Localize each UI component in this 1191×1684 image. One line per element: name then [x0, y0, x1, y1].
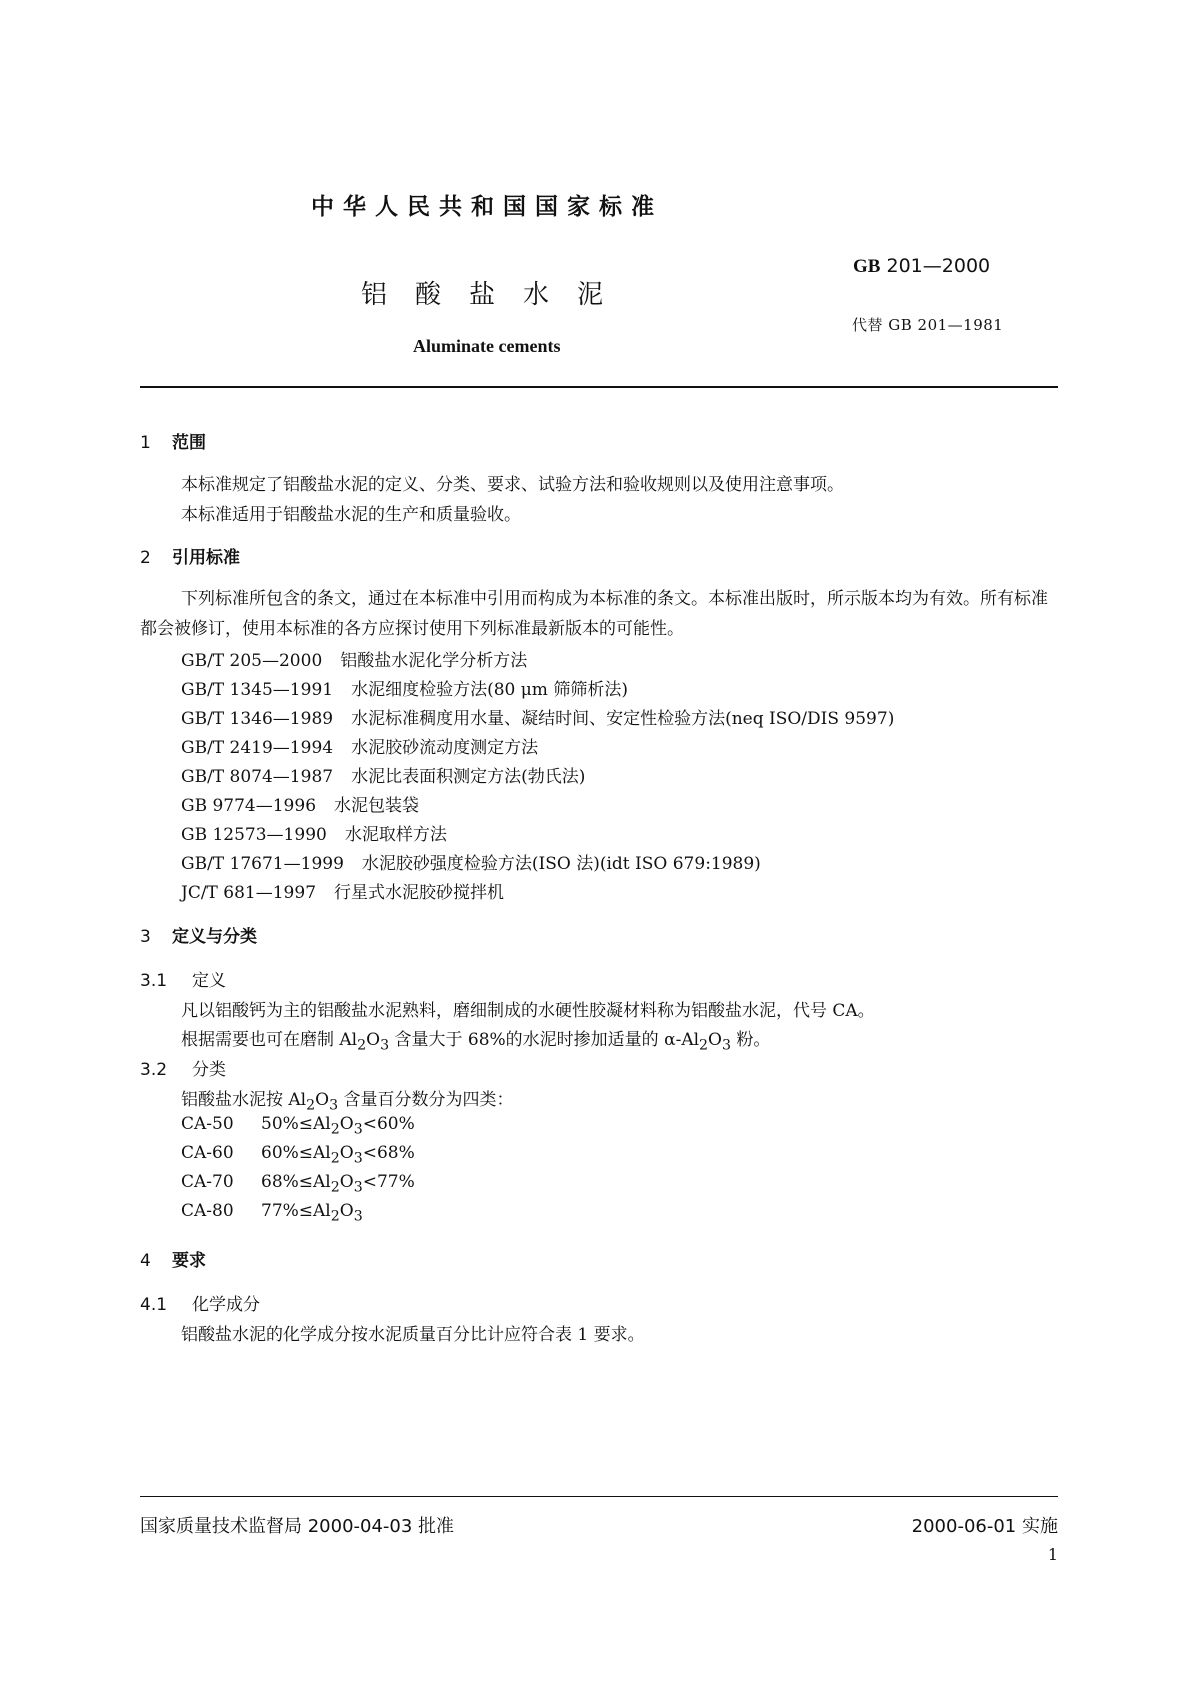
section-3-heading	[140, 922, 257, 947]
text-run: O	[366, 1030, 381, 1050]
subscript: 3	[380, 1037, 390, 1054]
class-item	[181, 1114, 415, 1137]
standard-number-value: 201—2000	[886, 255, 991, 277]
class-range-high: <68%	[362, 1143, 415, 1163]
subscript: 2	[330, 1179, 340, 1196]
reference-title: 铝酸盐水泥化学分析方法	[340, 651, 528, 671]
text-run: O	[339, 1143, 354, 1163]
reference-title: 水泥胶砂强度检验方法(ISO 法)(idt ISO 679:1989)	[361, 854, 761, 874]
class-range-low: 68%≤Al	[261, 1172, 331, 1192]
subscript: 3	[353, 1208, 363, 1225]
reference-code: JC/T 681—1997	[181, 883, 317, 903]
reference-title: 水泥胶砂流动度测定方法	[351, 738, 539, 758]
class-code: CA-60	[181, 1143, 234, 1163]
subscript: 2	[306, 1097, 316, 1114]
effective-date: 2000-06-01 实施	[911, 1516, 1058, 1537]
section-4-heading	[140, 1246, 206, 1271]
text-run: O	[339, 1201, 354, 1221]
subscript: 3	[329, 1097, 339, 1114]
section-title: 要求	[172, 1251, 206, 1271]
section-number: 2	[140, 548, 151, 568]
reference-item	[181, 704, 894, 729]
reference-title: 水泥标准稠度用水量、凝结时间、安定性检验方法(neq ISO/DIS 9597)	[351, 709, 895, 729]
text-run: O	[708, 1030, 722, 1050]
subsection-title: 分类	[192, 1060, 226, 1080]
subsection-number: 3.2	[140, 1060, 168, 1080]
reference-title: 行星式水泥胶砂搅拌机	[334, 883, 505, 903]
section-number: 1	[140, 433, 151, 453]
reference-code: GB/T 205—2000	[181, 651, 323, 671]
text-run: O	[339, 1172, 354, 1192]
class-code: CA-70	[181, 1172, 234, 1192]
reference-item	[181, 675, 628, 700]
paragraph: 铝酸盐水泥的化学成分按水泥质量百分比计应符合表 1 要求。	[181, 1325, 645, 1345]
reference-item	[181, 762, 585, 787]
class-range-high: <77%	[362, 1172, 415, 1192]
subscript: 2	[699, 1037, 709, 1054]
section-title: 定义与分类	[172, 927, 257, 947]
section-number: 4	[140, 1251, 151, 1271]
subsection-3-2-heading	[140, 1055, 226, 1080]
reference-item	[181, 849, 761, 874]
class-range-low: 60%≤Al	[261, 1143, 331, 1163]
subscript: 3	[353, 1150, 363, 1167]
class-item	[181, 1172, 415, 1195]
subscript: 2	[330, 1208, 340, 1225]
subscript: 2	[330, 1150, 340, 1167]
text-run: O	[339, 1114, 354, 1134]
section-number: 3	[140, 927, 151, 947]
class-range-low: 77%≤Al	[261, 1201, 331, 1221]
subscript: 3	[353, 1121, 363, 1138]
class-item	[181, 1143, 415, 1166]
subsection-title: 化学成分	[192, 1295, 260, 1315]
paragraph: 凡以铝酸钙为主的铝酸盐水泥熟料，磨细制成的水硬性胶凝材料称为铝酸盐水泥，代号 CA。	[181, 1001, 875, 1021]
standard-number	[853, 255, 990, 278]
section-1-heading	[140, 428, 206, 453]
reference-title: 水泥比表面积测定方法(勃氏法)	[351, 767, 586, 787]
text-run: O	[315, 1090, 330, 1110]
paragraph: 本标准规定了铝酸盐水泥的定义、分类、要求、试验方法和验收规则以及使用注意事项。	[181, 475, 844, 495]
paragraph	[181, 1025, 770, 1053]
reference-title: 水泥细度检验方法(80 μm 筛筛析法)	[351, 680, 628, 700]
class-code: CA-50	[181, 1114, 234, 1134]
reference-item	[181, 733, 538, 758]
text-run: 含量大于 68%的水泥时掺加适量的 α-Al	[389, 1030, 700, 1050]
page-number: 1	[1047, 1545, 1058, 1564]
subsection-4-1-heading	[140, 1290, 260, 1315]
section-2-heading	[140, 543, 240, 568]
reference-code: GB/T 2419—1994	[181, 738, 334, 758]
replaces-standard: 代替 GB 201—1981	[852, 316, 1004, 334]
reference-item	[181, 646, 527, 671]
paragraph: 下列标准所包含的条文，通过在本标准中引用而构成为本标准的条文。本标准出版时，所示版本均为有效。所有标准都会被修订，使用本标准的各方应探讨使用下列标准最新版本的可能性。	[140, 589, 1048, 639]
reference-code: GB/T 1345—1991	[181, 680, 334, 700]
subscript: 3	[721, 1037, 731, 1054]
text-run: 含量百分数分为四类：	[338, 1090, 514, 1110]
subsection-number: 3.1	[140, 971, 168, 991]
document-title: 铝酸盐水泥	[361, 280, 632, 310]
subsection-title: 定义	[192, 971, 226, 991]
standard-prefix: GB	[853, 256, 881, 277]
class-item	[181, 1201, 363, 1224]
subscript: 2	[357, 1037, 367, 1054]
reference-item	[181, 878, 504, 903]
section-title: 范围	[172, 433, 206, 453]
subsection-3-1-heading	[140, 966, 226, 991]
national-standard-heading: 中华人民共和国国家标准	[311, 194, 663, 220]
text-run: 铝酸盐水泥按 Al	[181, 1090, 307, 1110]
header-rule	[140, 386, 1058, 388]
text-run: 粉。	[731, 1030, 771, 1050]
reference-code: GB 9774—1996	[181, 796, 317, 816]
paragraph: 本标准适用于铝酸盐水泥的生产和质量验收。	[181, 505, 521, 525]
reference-code: GB/T 17671—1999	[181, 854, 344, 874]
reference-code: GB 12573—1990	[181, 825, 327, 845]
paragraph	[181, 1085, 514, 1113]
footer-rule	[140, 1496, 1058, 1497]
reference-item	[181, 791, 419, 816]
english-title: Aluminate cements	[413, 336, 561, 356]
class-range-low: 50%≤Al	[261, 1114, 331, 1134]
text-run: 根据需要也可在磨制 Al	[181, 1030, 358, 1050]
reference-item	[181, 820, 447, 845]
reference-title: 水泥取样方法	[344, 825, 447, 845]
approval-line: 国家质量技术监督局 2000-04-03 批准	[140, 1516, 455, 1537]
reference-code: GB/T 8074—1987	[181, 767, 334, 787]
reference-title: 水泥包装袋	[334, 796, 420, 816]
subscript: 2	[330, 1121, 340, 1138]
section-title: 引用标准	[172, 548, 240, 568]
subscript: 3	[353, 1179, 363, 1196]
subsection-number: 4.1	[140, 1295, 168, 1315]
class-code: CA-80	[181, 1201, 234, 1221]
reference-code: GB/T 1346—1989	[181, 709, 334, 729]
class-range-high: <60%	[362, 1114, 415, 1134]
